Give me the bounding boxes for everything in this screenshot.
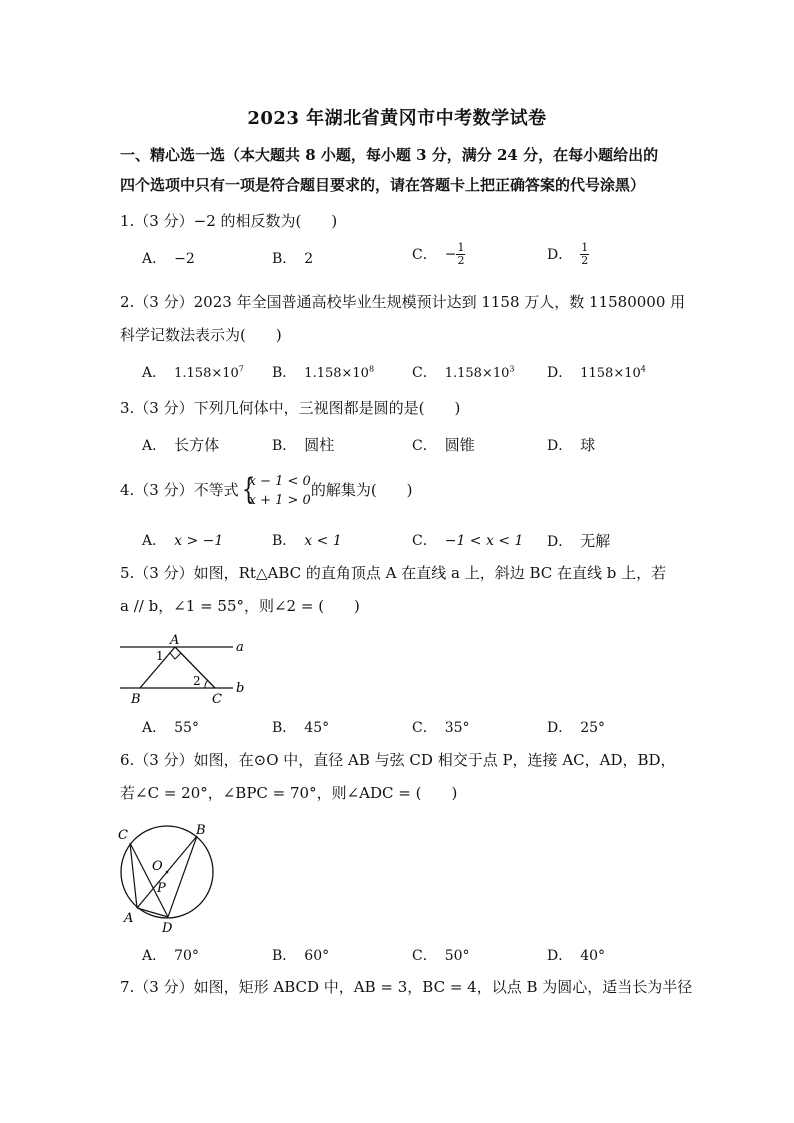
question-6-stem-line2: 若∠C = 20°，∠BPC = 70°，则∠ADC = ( ) xyxy=(120,784,458,802)
q5-figure xyxy=(115,630,260,710)
option-label: A． xyxy=(142,720,167,736)
q6-option-d-text: 40° xyxy=(580,948,606,964)
q5-option-d[interactable] xyxy=(547,717,605,737)
question-3-options xyxy=(142,434,682,456)
label-C: C xyxy=(118,828,128,843)
q5-option-d-text: 25° xyxy=(580,720,606,736)
option-label: D． xyxy=(547,438,573,454)
q6-option-d[interactable] xyxy=(547,945,605,965)
option-label: B． xyxy=(272,251,297,267)
question-4-options xyxy=(142,530,682,552)
q6-option-b-text: 60° xyxy=(304,948,330,964)
q6-option-b[interactable] xyxy=(272,945,329,965)
q5-option-c[interactable] xyxy=(412,717,470,737)
label-B: B xyxy=(196,823,206,838)
question-1-stem: 1.（3 分）−2 的相反数为( ) xyxy=(120,212,338,230)
label-C: C xyxy=(212,692,222,707)
q2-option-d-exponent: 4 xyxy=(640,364,646,374)
q3-option-b[interactable] xyxy=(272,434,334,455)
label-1: 1 xyxy=(156,649,164,663)
option-label: D． xyxy=(547,948,573,964)
q4-option-c[interactable] xyxy=(412,530,523,550)
q3-option-b-text: 圆柱 xyxy=(304,436,335,454)
option-label: D． xyxy=(547,720,573,736)
inequality-system xyxy=(239,472,311,510)
q4-option-c-text: −1 < x < 1 xyxy=(444,533,524,549)
q1-option-b-text: 2 xyxy=(304,251,314,267)
q1-option-c-sign: − xyxy=(444,246,457,263)
q6-option-c-text: 50° xyxy=(444,948,470,964)
option-label: A． xyxy=(142,533,167,549)
q5-option-b[interactable] xyxy=(272,717,329,737)
center-dot xyxy=(166,871,169,874)
label-A: A xyxy=(124,911,134,926)
label-D: D xyxy=(162,921,173,936)
q4-option-d-text: 无解 xyxy=(580,532,611,550)
option-label: B． xyxy=(272,720,297,736)
section-instructions-line1: 一、精心选一选（本大题共 8 小题，每小题 3 分，满分 24 分，在每小题给出的 xyxy=(120,146,659,164)
inequality-1: x − 1 < 0 xyxy=(248,474,311,489)
option-label: A． xyxy=(142,948,167,964)
q2-option-d-base: 1158×10 xyxy=(580,366,641,381)
q3-option-c[interactable] xyxy=(412,434,475,455)
chord-ac xyxy=(130,843,137,908)
q4-option-a[interactable] xyxy=(142,530,223,550)
label-B: B xyxy=(131,692,141,707)
chord-bd xyxy=(168,836,197,917)
label-A: A xyxy=(170,633,180,648)
q6-option-c[interactable] xyxy=(412,945,470,965)
q4-option-a-text: x > −1 xyxy=(174,533,224,549)
question-7-stem: 7.（3 分）如图，矩形 ABCD 中，AB = 3，BC = 4，以点 B 为圆心，适当长为半径 xyxy=(120,978,693,996)
option-label: D． xyxy=(547,365,573,381)
q6-figure xyxy=(112,818,222,936)
q1-option-c[interactable] xyxy=(412,242,465,267)
option-label: C． xyxy=(412,533,437,549)
q2-option-b-exponent: 8 xyxy=(368,364,375,374)
label-P: P xyxy=(157,881,166,896)
label-2: 2 xyxy=(193,674,201,688)
question-6-options xyxy=(142,945,682,967)
option-label: B． xyxy=(272,365,297,381)
q5-option-c-text: 35° xyxy=(444,720,470,736)
option-label: C． xyxy=(412,365,437,381)
option-label: C． xyxy=(412,948,437,964)
question-4-stem xyxy=(120,468,690,512)
q2-option-b-base: 1.158×10 xyxy=(304,366,369,381)
option-label: C． xyxy=(412,246,437,263)
question-6-stem-line1: 6.（3 分）如图，在⊙O 中，直径 AB 与弦 CD 相交于点 P，连接 AC，AD，BD， xyxy=(120,751,676,769)
brace-icon: { xyxy=(241,472,255,507)
q4-option-d[interactable] xyxy=(547,530,610,551)
q3-option-c-text: 圆锥 xyxy=(444,436,475,454)
option-label: B． xyxy=(272,948,297,964)
inequality-2: x + 1 > 0 xyxy=(248,493,311,508)
question-5-stem-line1: 5.（3 分）如图，Rt△ABC 的直角顶点 A 在直线 a 上，斜边 BC 在直线 b 上，若 xyxy=(120,564,667,582)
q2-option-d[interactable] xyxy=(547,362,646,382)
q3-option-a[interactable] xyxy=(142,434,219,455)
q2-option-a-base: 1.158×10 xyxy=(174,366,239,381)
fraction-numerator: 1 xyxy=(581,241,589,254)
right-angle-mark xyxy=(170,653,181,659)
label-a: a xyxy=(236,640,244,655)
q6-option-a[interactable] xyxy=(142,945,199,965)
fraction-numerator: 1 xyxy=(457,241,465,254)
q4-option-b-text: x < 1 xyxy=(304,533,342,549)
q1-option-c-fraction xyxy=(456,242,465,267)
option-label: C． xyxy=(412,438,437,454)
page-title: 2023 年湖北省黄冈市中考数学试卷 xyxy=(247,108,547,129)
section-instructions-line2: 四个选项中只有一项是符合题目要求的，请在答题卡上把正确答案的代号涂黑） xyxy=(120,176,646,194)
q5-option-b-text: 45° xyxy=(304,720,330,736)
label-b: b xyxy=(236,681,245,696)
q2-option-a-exponent: 7 xyxy=(238,364,244,374)
question-2-options xyxy=(142,362,682,384)
q4-stem-pre: 4.（3 分）不等式 xyxy=(120,481,239,499)
fraction-denominator: 2 xyxy=(457,254,465,267)
question-3-stem: 3.（3 分）下列几何体中，三视图都是圆的是( ) xyxy=(120,399,461,417)
q2-option-c-exponent: 3 xyxy=(509,364,515,374)
q5-option-a-text: 55° xyxy=(174,720,199,736)
question-2-stem-line2: 科学记数法表示为( ) xyxy=(120,326,282,344)
q1-option-d-fraction xyxy=(580,242,589,267)
question-2-stem-line1: 2.（3 分）2023 年全国普通高校毕业生规模预计达到 1158 万人，数 11580000 用 xyxy=(120,293,686,311)
question-5-stem-line2: a // b，∠1 = 55°，则∠2 = ( ) xyxy=(120,597,360,615)
q3-option-d-text: 球 xyxy=(580,436,596,454)
q1-option-a-text: −2 xyxy=(174,251,195,267)
q1-option-a[interactable] xyxy=(142,248,195,268)
q3-option-a-text: 长方体 xyxy=(174,436,220,454)
q3-option-d[interactable] xyxy=(547,434,595,455)
option-label: D． xyxy=(547,534,573,550)
question-1-options xyxy=(142,241,682,270)
option-label: A． xyxy=(142,365,167,381)
q2-option-c[interactable] xyxy=(412,362,514,382)
q5-option-a[interactable] xyxy=(142,717,199,737)
fraction-denominator: 2 xyxy=(581,254,589,267)
q4-option-b[interactable] xyxy=(272,530,342,550)
label-O: O xyxy=(152,859,163,874)
q1-option-d[interactable] xyxy=(547,242,589,267)
option-label: B． xyxy=(272,533,297,549)
q4-stem-post: 的解集为( ) xyxy=(310,481,413,499)
q6-option-a-text: 70° xyxy=(174,948,199,964)
q2-option-b[interactable] xyxy=(272,362,374,382)
q1-option-b[interactable] xyxy=(272,248,313,268)
option-label: B． xyxy=(272,438,297,454)
angle-2-arc xyxy=(205,680,208,688)
option-label: A． xyxy=(142,438,167,454)
option-label: A． xyxy=(142,251,167,267)
q2-option-a[interactable] xyxy=(142,362,244,382)
option-label: D． xyxy=(547,246,573,263)
q2-option-c-base: 1.158×10 xyxy=(444,366,510,381)
question-5-options xyxy=(142,717,682,739)
option-label: C． xyxy=(412,720,437,736)
